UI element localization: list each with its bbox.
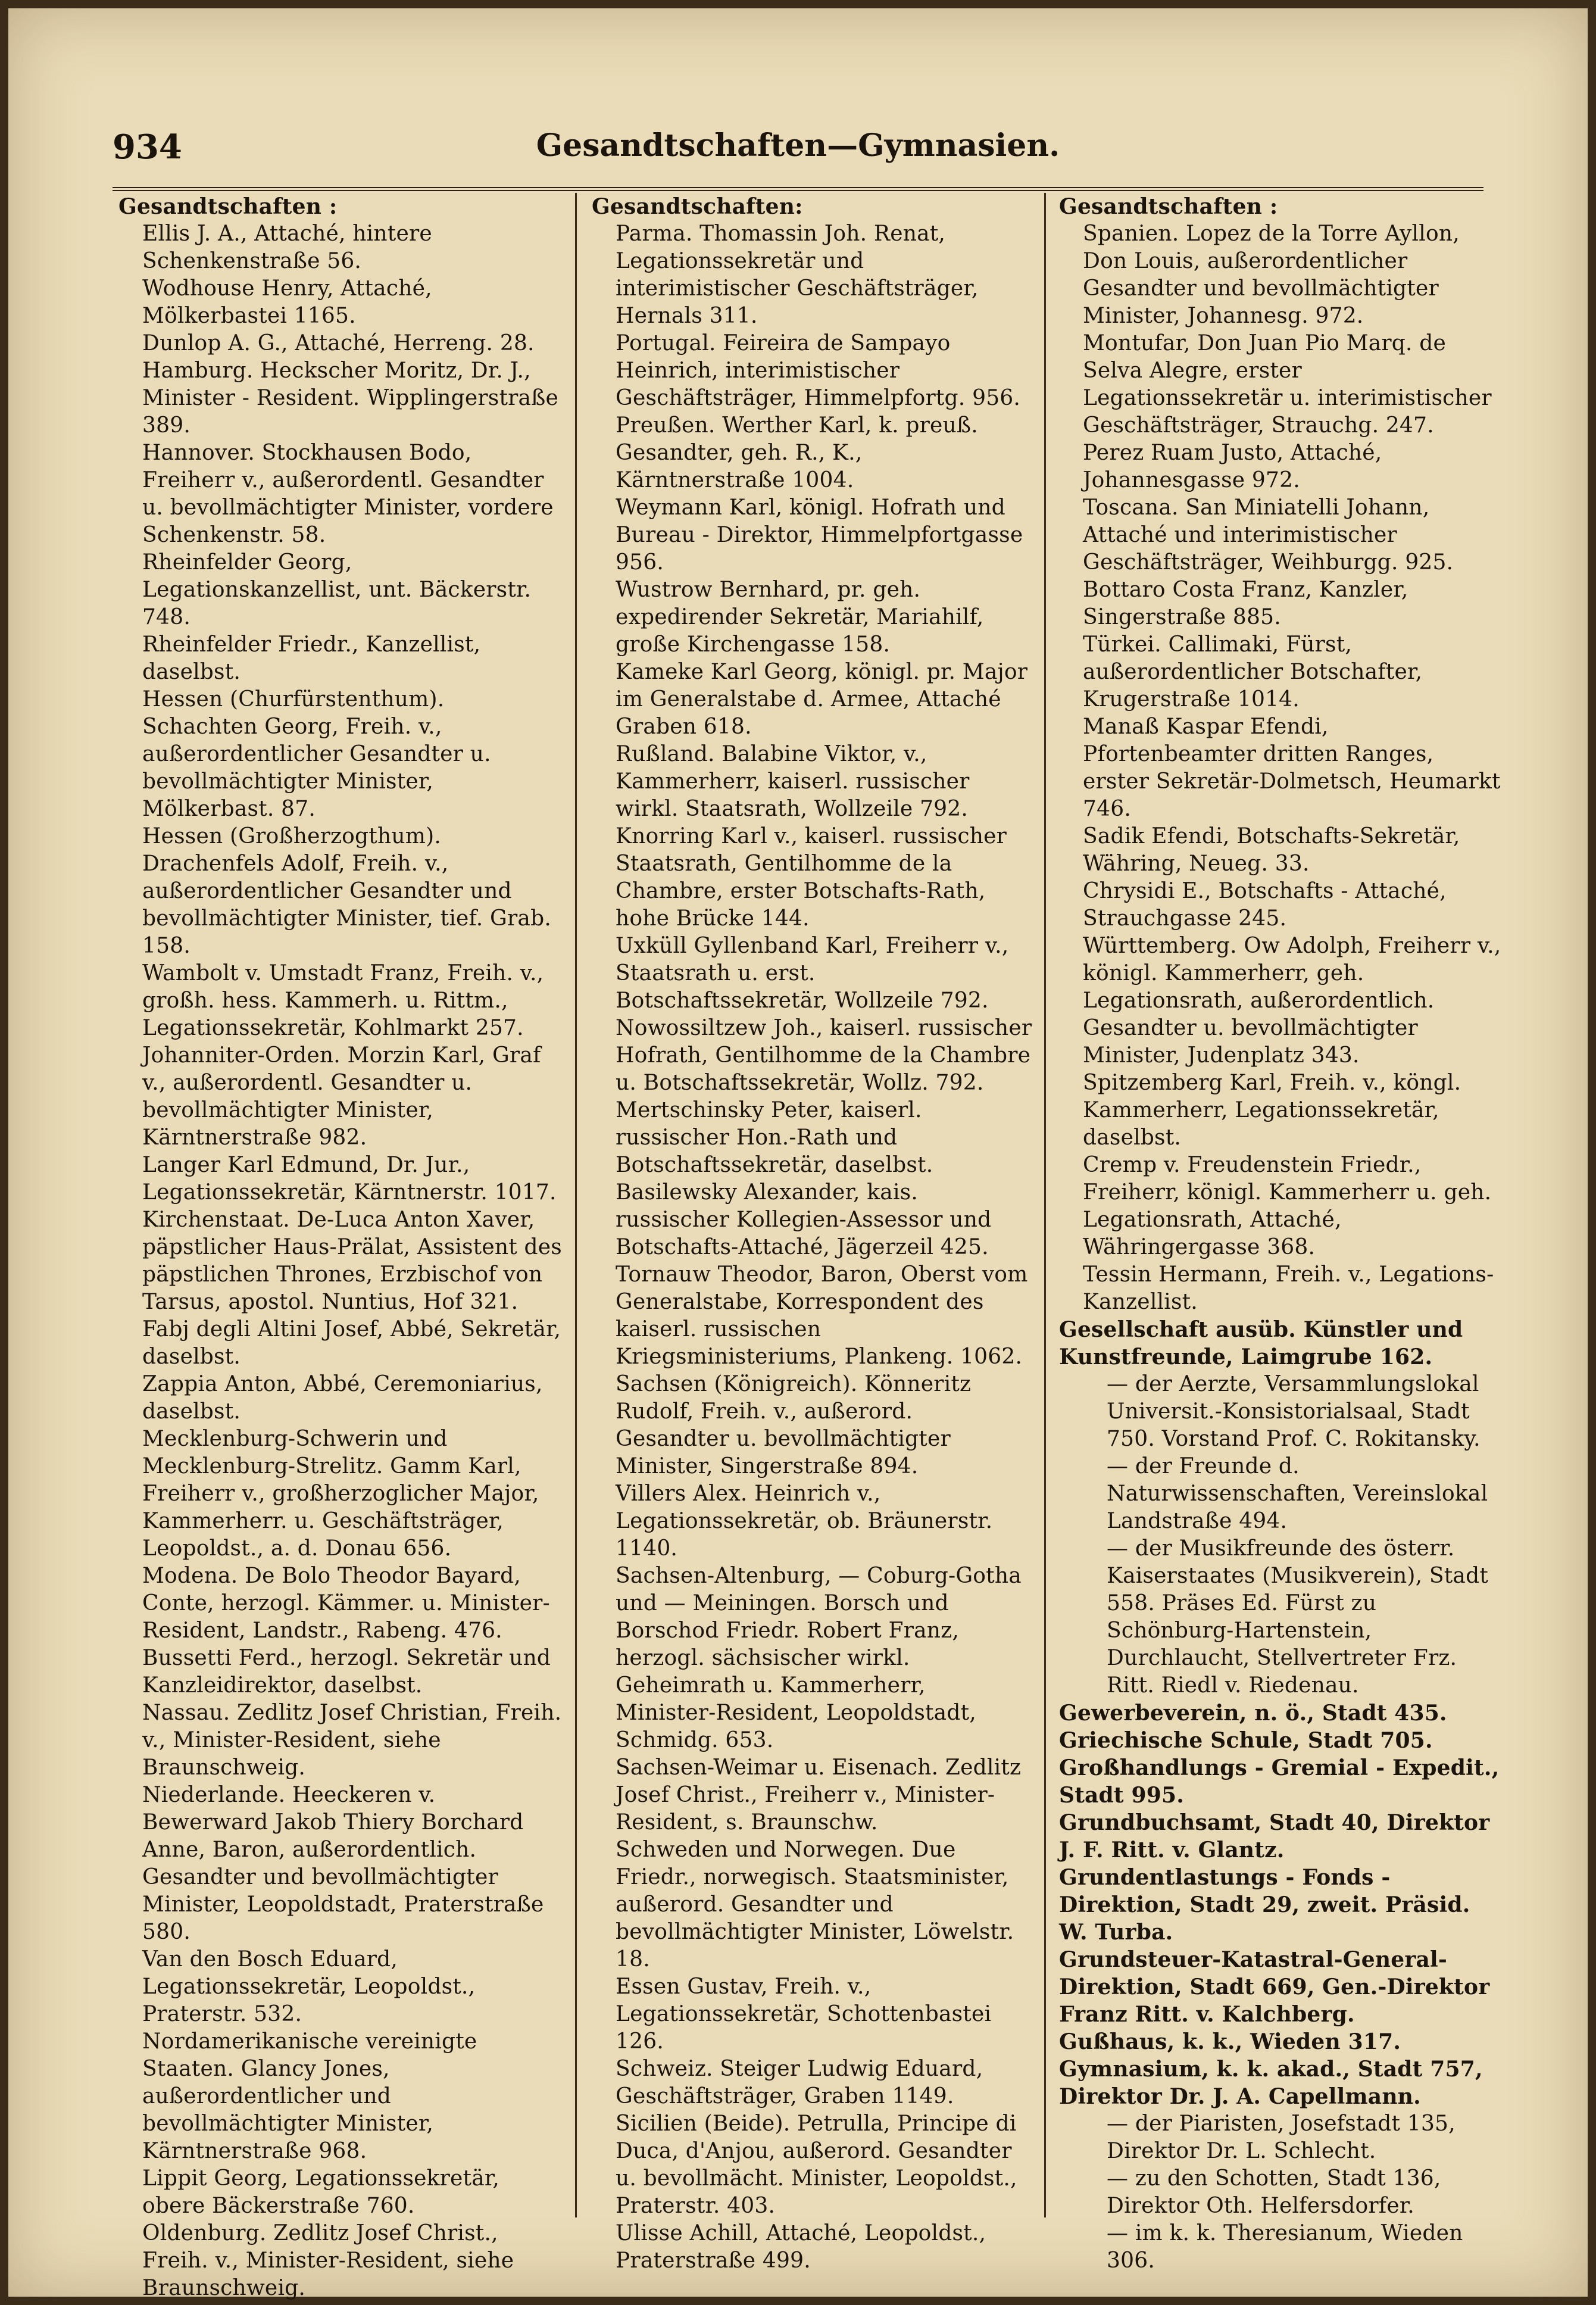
directory-entry (1083, 1261, 1506, 1316)
directory-entry (1083, 878, 1506, 932)
entry-text: Oldenburg. Zedlitz Josef Christ., Freih. v., Minister-Resident, siehe Braunschweig. (142, 2221, 514, 2300)
directory-entry (142, 220, 562, 275)
directory-entry (142, 686, 562, 823)
institution-subentry (1083, 1371, 1506, 1453)
directory-entry (616, 932, 1032, 1015)
entry-text: Chrysidi E., Botschafts - Attaché, Strauchgasse 245. (1083, 879, 1447, 931)
entry-text: Cremp v. Freudenstein Friedr., Freiherr, königl. Kammerherr u. geh. Legationsrath, Attaché, Währingergasse 368. (1083, 1153, 1492, 1259)
directory-entry (1083, 631, 1506, 713)
directory-entry (142, 1316, 562, 1371)
entry-text: Mecklenburg-Schwerin und Mecklenburg-Strelitz. Gamm Karl, Freiherr v., großherzoglicher Major, Kammerherr. u. Geschäftsträger, Leopoldst., a. d. Donau 656. (142, 1427, 539, 1561)
directory-entry (142, 823, 562, 960)
entry-text: Gußhaus, k. k., Wieden 317. (1059, 2029, 1401, 2054)
entry-text: Spitzemberg Karl, Freih. v., köngl. Kammerherr, Legationssekretär, daselbst. (1083, 1071, 1461, 1150)
institution-subentry (1083, 2220, 1506, 2275)
entry-text: Ellis J. A., Attaché, hintere Schenkenstraße 56. (142, 222, 432, 273)
entry-text: — im k. k. Theresianum, Wieden 306. (1107, 2221, 1463, 2273)
directory-entry (142, 1152, 562, 1206)
entry-text: Uxküll Gyllenband Karl, Freiherr v., Staatsrath u. erst. Botschaftssekretär, Wollzeile 792. (616, 934, 1009, 1013)
entry-text: Württemberg. Ow Adolph, Freiherr v., königl. Kammerherr, geh. Legationsrath, außerordentlich. Gesandter u. bevollmächtigter Minister, Judenplatz 343. (1083, 934, 1501, 1068)
institution-entry (1059, 1809, 1506, 1864)
entry-text: Langer Karl Edmund, Dr. Jur., Legationssekretär, Kärntnerstr. 1017. (142, 1153, 557, 1205)
entry-text: Grundbuchsamt, Stadt 40, Direktor J. F. Ritt. v. Glantz. (1059, 1810, 1490, 1863)
directory-entry (616, 220, 1032, 330)
institution-entry (1059, 1946, 1506, 2028)
entry-text: Nordamerikanische vereinigte Staaten. Glancy Jones, außerordentlicher und bevollmächtigter Minister, Kärntnerstraße 968. (142, 2029, 477, 2163)
directory-entry (616, 2056, 1032, 2110)
institution-entry (1059, 1754, 1506, 1809)
entry-text: Rußland. Balabine Viktor, v., Kammerherr, kaiserl. russischer wirkl. Staatsrath, Wollzeile 792. (616, 742, 970, 821)
entry-text: Niederlande. Heeckeren v. Bewerward Jakob Thiery Borchard Anne, Baron, außerordentlich. Gesandter und bevollmächtigter Minister, Leopoldstadt, Praterstraße 580. (142, 1783, 544, 1944)
entry-text: Sachsen (Königreich). Könneritz Rudolf, Freih. v., außerord. Gesandter u. bevollmächtigter Minister, Singerstraße 894. (616, 1372, 972, 1479)
institution-subentry (1083, 1535, 1506, 1699)
directory-entry (142, 275, 562, 330)
entry-text: Grundentlastungs - Fonds - Direktion, Stadt 29, zweit. Präsid. W. Turba. (1059, 1865, 1470, 1945)
directory-entry (616, 1480, 1032, 1562)
entry-text: Wustrow Bernhard, pr. geh. expedirender Sekretär, Mariahilf, große Kirchengasse 158. (616, 578, 984, 657)
directory-entry (1083, 713, 1506, 823)
institution-entry (1059, 1864, 1506, 1946)
directory-entry (1083, 439, 1506, 494)
directory-entry (142, 1645, 562, 1699)
entry-text: Mertschinsky Peter, kaiserl. russischer Hon.-Rath und Botschaftssekretär, daselbst. (616, 1098, 933, 1177)
directory-entry (142, 357, 562, 439)
running-title: Gesandtschaften—Gymnasien. (536, 127, 1060, 164)
entry-text: Lippit Georg, Legationssekretär, obere Bäckerstraße 760. (142, 2166, 499, 2218)
directory-entry (142, 960, 562, 1042)
entry-list (592, 220, 1032, 2275)
entry-text: Griechische Schule, Stadt 705. (1059, 1728, 1433, 1753)
directory-entry (616, 1179, 1032, 1261)
column-divider (575, 193, 577, 2217)
institution-subentry (1083, 2110, 1506, 2165)
directory-entry (142, 1782, 562, 1946)
directory-entry (1083, 494, 1506, 576)
entry-text: Tessin Hermann, Freih. v., Legations-Kanzellist. (1083, 1262, 1494, 1314)
entry-text: Gesellschaft ausüb. Künstler und Kunstfreunde, Laimgrube 162. (1059, 1317, 1463, 1370)
entry-text: Toscana. San Miniatelli Johann, Attaché und interimistischer Geschäftsträger, Weihburgg. 925. (1083, 495, 1454, 575)
entry-text: Ulisse Achill, Attaché, Leopoldst., Praterstraße 499. (616, 2221, 986, 2273)
entry-text: Hamburg. Heckscher Moritz, Dr. J., Minister - Resident. Wipplingerstraße 389. (142, 358, 558, 438)
entry-text: Bussetti Ferd., herzogl. Sekretär und Kanzleidirektor, daselbst. (142, 1646, 551, 1698)
directory-entry (616, 2220, 1032, 2275)
entry-list (1059, 220, 1506, 1316)
directory-entry (616, 576, 1032, 659)
entry-text: Großhandlungs - Gremial - Expedit., Stadt 995. (1059, 1755, 1500, 1808)
directory-entry (616, 2110, 1032, 2220)
column-divider (1044, 193, 1046, 2217)
directory-entry (616, 412, 1032, 494)
institution-entry (1059, 2028, 1506, 2056)
entry-text: Sicilien (Beide). Petrulla, Principe di Duca, d'Anjou, außerord. Gesandter u. bevollmächt. Minister, Leopoldst., Praterstr. 403. (616, 2111, 1017, 2218)
directory-entry (1083, 1152, 1506, 1261)
institution-entry (1059, 1727, 1506, 1754)
entry-text: Rheinfelder Friedr., Kanzellist, daselbst. (142, 632, 481, 684)
column-heading: Gesandtschaften : (1059, 194, 1278, 219)
institution-entry (1059, 2056, 1506, 2110)
column-heading: Gesandtschaften: (592, 194, 803, 219)
directory-entry (142, 330, 562, 357)
column-heading: Gesandtschaften : (118, 194, 338, 219)
directory-entry (616, 494, 1032, 576)
entry-text: — der Freunde d. Naturwissenschaften, Vereinslokal Landstraße 494. (1107, 1454, 1488, 1533)
entry-text: Van den Bosch Eduard, Legationssekretär, Leopoldst., Praterstr. 532. (142, 1947, 476, 2026)
entry-text: Wodhouse Henry, Attaché, Mölkerbastei 1165. (142, 276, 432, 328)
directory-entry (142, 2028, 562, 2165)
directory-entry (616, 1371, 1032, 1480)
directory-entry (616, 823, 1032, 932)
directory-entry (142, 1562, 562, 1645)
entry-text: Modena. De Bolo Theodor Bayard, Conte, herzogl. Kämmer. u. Minister-Resident, Landstr., Rabeng. 476. (142, 1564, 550, 1643)
directory-entry (142, 1042, 562, 1152)
entry-text: Schweden und Norwegen. Due Friedr., norwegisch. Staatsminister, außerord. Gesandter und bevollmächtigter Minister, Löwelstr. 18. (616, 1838, 1014, 1972)
directory-entry (142, 549, 562, 631)
entry-text: Spanien. Lopez de la Torre Ayllon, Don Louis, außerordentlicher Gesandter und bevollmächtigter Minister, Johannesg. 972. (1083, 222, 1460, 328)
directory-entry (142, 1371, 562, 1426)
directory-entry (616, 1754, 1032, 1836)
entry-text: Nassau. Zedlitz Josef Christian, Freih. v., Minister-Resident, siehe Braunschweig. (142, 1701, 562, 1780)
directory-entry (142, 1699, 562, 1782)
directory-entry (616, 1097, 1032, 1179)
page-number: 934 (113, 127, 182, 167)
directory-entry (616, 330, 1032, 412)
section-list (1059, 1316, 1506, 2275)
entry-text: Gewerbeverein, n. ö., Stadt 435. (1059, 1701, 1447, 1726)
entry-text: Perez Ruam Justo, Attaché, Johannesgasse 972. (1083, 441, 1382, 492)
column-2 (592, 193, 1032, 2273)
directory-entry (142, 631, 562, 686)
directory-entry (616, 741, 1032, 823)
directory-entry (616, 1973, 1032, 2056)
entry-text: Hessen (Churfürstenthum). Schachten Georg, Freih. v., außerordentlicher Gesandter u. bevollmächtigter Minister, Mölkerbast. 87. (142, 687, 491, 821)
entry-text: Grundsteuer-Katastral-General-Direktion, Stadt 669, Gen.-Direktor Franz Ritt. v. Kalchberg. (1059, 1947, 1490, 2027)
entry-text: Portugal. Feireira de Sampayo Heinrich, interimistischer Geschäftsträger, Himmelpfortg. 956. (616, 331, 1021, 410)
directory-entry (142, 2220, 562, 2302)
entry-text: Weymann Karl, königl. Hofrath und Bureau - Direktor, Himmelpfortgasse 956. (616, 495, 1023, 575)
entry-text: Nowossiltzew Joh., kaiserl. russischer Hofrath, Gentilhomme de la Chambre u. Botschaftssekretär, Wollz. 792. (616, 1016, 1032, 1095)
directory-entry (1083, 823, 1506, 878)
directory-entry (616, 659, 1032, 741)
directory-entry (142, 439, 562, 549)
entry-text: Essen Gustav, Freih. v., Legationssekretär, Schottenbastei 126. (616, 1975, 992, 2054)
entry-text: Hessen (Großherzogthum). Drachenfels Adolf, Freih. v., außerordentlicher Gesandter und bevollmächtigter Minister, tief. Grab. 158. (142, 824, 551, 958)
entry-text: Bottaro Costa Franz, Kanzler, Singerstraße 885. (1083, 578, 1408, 629)
directory-entry (616, 1015, 1032, 1097)
entry-text: — zu den Schotten, Stadt 136, Direktor Oth. Helfersdorfer. (1107, 2166, 1441, 2218)
column-1 (118, 193, 562, 2300)
entry-text: Sadik Efendi, Botschafts-Sekretär, Währing, Neueg. 33. (1083, 824, 1460, 876)
directory-entry (1083, 1069, 1506, 1152)
entry-text: Basilewsky Alexander, kais. russischer Kollegien-Assessor und Botschafts-Attaché, Jägerzeil 425. (616, 1180, 992, 1259)
entry-list (118, 220, 562, 2302)
entry-text: Gymnasium, k. k. akad., Stadt 757, Direktor Dr. J. A. Capellmann. (1059, 2057, 1483, 2109)
directory-entry (1083, 576, 1506, 631)
institution-subentry (1083, 1453, 1506, 1535)
institution-subentry (1083, 2165, 1506, 2220)
entry-text: — der Aerzte, Versammlungslokal Universit.-Konsistorialsaal, Stadt 750. Vorstand Prof. C. Rokitansky. (1107, 1372, 1481, 1451)
entry-text: Sachsen-Altenburg, — Coburg-Gotha und — Meiningen. Borsch und Borschod Friedr. Robert Franz, herzogl. sächsischer wirkl. Geheimrath u. Kammerherr, Minister-Resident, Leopoldstadt, Schmidg. 653. (616, 1564, 1022, 1752)
header-rule (113, 187, 1483, 191)
directory-entry (616, 1836, 1032, 1973)
entry-text: Preußen. Werther Karl, k. preuß. Gesandter, geh. R., K., Kärntnerstraße 1004. (616, 413, 978, 492)
entry-text: Villers Alex. Heinrich v., Legationssekretär, ob. Bräunerstr. 1140. (616, 1481, 993, 1561)
directory-entry (616, 1562, 1032, 1754)
entry-text: Schweiz. Steiger Ludwig Eduard, Geschäftsträger, Graben 1149. (616, 2057, 983, 2109)
entry-text: Zappia Anton, Abbé, Ceremoniarius, daselbst. (142, 1372, 543, 1424)
page-header (113, 127, 1483, 187)
entry-text: Knorring Karl v., kaiserl. russischer Staatsrath, Gentilhomme de la Chambre, erster Botschafts-Rath, hohe Brücke 144. (616, 824, 1007, 931)
directory-entry (1083, 330, 1506, 439)
entry-text: Fabj degli Altini Josef, Abbé, Sekretär, daselbst. (142, 1317, 561, 1369)
entry-text: — der Piaristen, Josefstadt 135, Direktor Dr. L. Schlecht. (1107, 2111, 1456, 2163)
entry-text: Sachsen-Weimar u. Eisenach. Zedlitz Josef Christ., Freiherr v., Minister-Resident, s. Braunschw. (616, 1755, 1022, 1835)
entry-text: Kirchenstaat. De-Luca Anton Xaver, päpstlicher Haus-Prälat, Assistent des päpstlichen Thrones, Erzbischof von Tarsus, apostol. Nuntius, Hof 321. (142, 1208, 562, 1314)
entry-text: Manaß Kaspar Efendi, Pfortenbeamter dritten Ranges, erster Sekretär-Dolmetsch, Heumarkt 746. (1083, 715, 1501, 821)
directory-entry (142, 1426, 562, 1562)
directory-entry (142, 2165, 562, 2220)
institution-entry (1059, 1316, 1506, 1371)
entry-text: Dunlop A. G., Attaché, Herreng. 28. (142, 331, 535, 355)
directory-entry (142, 1206, 562, 1316)
entry-text: Kameke Karl Georg, königl. pr. Major im Generalstabe d. Armee, Attaché Graben 618. (616, 660, 1028, 739)
column-3 (1059, 193, 1506, 2273)
entry-text: Montufar, Don Juan Pio Marq. de Selva Alegre, erster Legationssekretär u. interimistischer Geschäftsträger, Strauchg. 247. (1083, 331, 1492, 438)
directory-entry (1083, 220, 1506, 330)
directory-entry (142, 1946, 562, 2028)
entry-text: Türkei. Callimaki, Fürst, außerordentlicher Botschafter, Krugerstraße 1014. (1083, 632, 1423, 712)
entry-text: Tornauw Theodor, Baron, Oberst vom Generalstabe, Korrespondent des kaiserl. russischen Kriegsministeriums, Plankeng. 1062. (616, 1262, 1028, 1369)
directory-entry (616, 1261, 1032, 1371)
entry-text: Rheinfelder Georg, Legationskanzellist, unt. Bäckerstr. 748. (142, 550, 532, 629)
entry-text: Hannover. Stockhausen Bodo, Freiherr v., außerordentl. Gesandter u. bevollmächtigter Minister, vordere Schenkenstr. 58. (142, 441, 554, 547)
entry-text: Parma. Thomassin Joh. Renat, Legationssekretär und interimistischer Geschäftsträger, Hernals 311. (616, 222, 979, 328)
institution-entry (1059, 1699, 1506, 1727)
directory-entry (1083, 932, 1506, 1069)
entry-text: — der Musikfreunde des österr. Kaiserstaates (Musikverein), Stadt 558. Präses Ed. Fürst zu Schönburg-Hartenstein, Durchlaucht, Stellvertreter Frz. Ritt. Riedl v. Riedenau. (1107, 1536, 1489, 1698)
entry-text: Johanniter-Orden. Morzin Karl, Graf v., außerordentl. Gesandter u. bevollmächtigter Minister, Kärntnerstraße 982. (142, 1043, 541, 1150)
entry-text: Wambolt v. Umstadt Franz, Freih. v., großh. hess. Kammerh. u. Rittm., Legationssekretär, Kohlmarkt 257. (142, 961, 544, 1040)
